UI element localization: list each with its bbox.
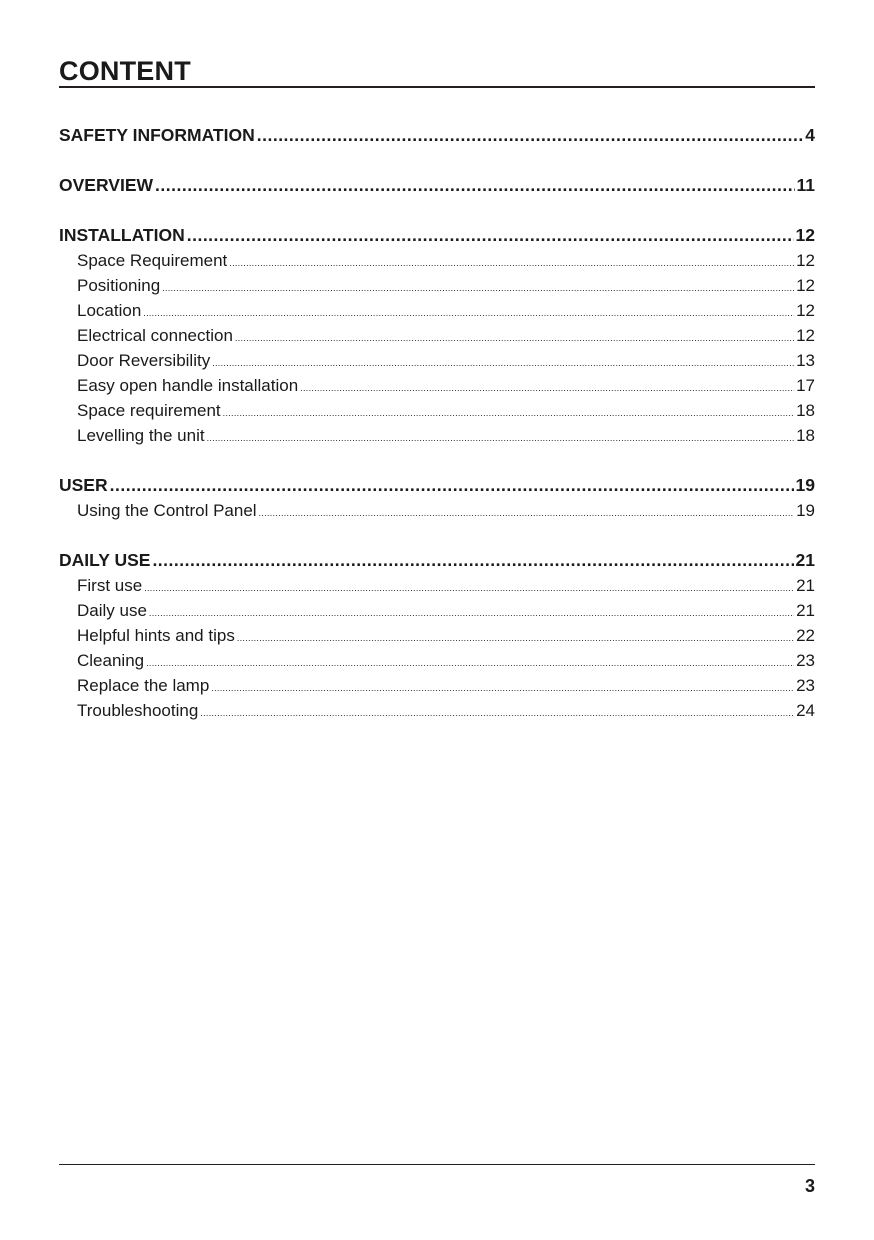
toc-entry-page: 11 [796,175,815,195]
toc-subentry[interactable] [59,323,815,348]
toc-entry-label: DAILY USE [59,550,151,570]
toc-subentry-label: Troubleshooting [77,701,199,720]
toc-subentry-label: Cleaning [77,651,145,670]
toc-section [59,173,815,198]
toc-subentry-page: 21 [796,576,815,595]
page-number: 3 [804,1176,815,1196]
toc-section [59,223,815,448]
toc-subentry[interactable] [59,623,815,648]
dot-leader [143,298,794,326]
page-title: CONTENT [59,56,191,86]
dot-leader [212,348,794,376]
dot-leader [229,248,794,276]
toc-subentry-page: 13 [796,351,815,370]
toc-subentry[interactable] [59,298,815,323]
toc-section [59,473,815,523]
dot-leader [207,423,794,451]
dot-leader [235,323,794,351]
dot-leader [200,698,794,726]
toc-subentry-page: 23 [796,651,815,670]
toc-subentry[interactable] [59,648,815,673]
toc-subentry-page: 17 [796,376,815,395]
toc-subentry[interactable] [59,498,815,523]
toc-subentry-page: 22 [796,626,815,645]
toc-section [59,548,815,723]
toc-subentry-label: Using the Control Panel [77,501,257,520]
toc-subentry-label: Space Requirement [77,251,228,270]
toc-subentry-label: Location [77,301,142,320]
dot-leader [257,123,804,148]
toc-subentry-page: 12 [796,251,815,270]
toc-subentry-page: 12 [796,301,815,320]
dot-leader [149,598,794,626]
dot-leader [144,573,794,601]
toc-subentry[interactable] [59,598,815,623]
title-divider [59,86,815,88]
toc-entry-page: 4 [805,125,815,145]
toc-entry-label: SAFETY INFORMATION [59,125,255,145]
toc-subentry[interactable] [59,398,815,423]
toc-subentry[interactable] [59,673,815,698]
toc-subentry[interactable] [59,273,815,298]
toc-subentry-label: Levelling the unit [77,426,205,445]
dot-leader [146,648,794,676]
toc-entry-overview[interactable] [59,173,815,198]
dot-leader [110,473,794,498]
toc-entry-installation[interactable] [59,223,815,248]
toc-entry-daily-use[interactable] [59,548,815,573]
toc-subentry[interactable] [59,348,815,373]
dot-leader [300,373,794,401]
toc-subentry-page: 19 [796,501,815,520]
toc-subentry-label: Door Reversibility [77,351,211,370]
toc-subentry[interactable] [59,373,815,398]
toc-subentry-label: First use [77,576,143,595]
toc-entry-user[interactable] [59,473,815,498]
toc-entry-label: OVERVIEW [59,175,154,195]
dot-leader [152,548,793,573]
toc-subentry[interactable] [59,248,815,273]
toc-section [59,123,815,148]
dot-leader [259,498,795,526]
toc-subentry[interactable] [59,698,815,723]
toc-subentry[interactable] [59,423,815,448]
toc-subentry-page: 23 [796,676,815,695]
footer-divider [59,1164,815,1165]
toc-subentry-page: 18 [796,426,815,445]
dot-leader [237,623,794,651]
toc-entry-page: 21 [795,550,815,570]
dot-leader [187,223,794,248]
toc-subentry-label: Positioning [77,276,161,295]
toc-entry-page: 12 [795,225,815,245]
toc-subentry-label: Replace the lamp [77,676,210,695]
dot-leader [162,273,794,301]
toc-subentry-page: 12 [796,276,815,295]
toc-subentry-label: Daily use [77,601,147,620]
toc-subentry-label: Helpful hints and tips [77,626,235,645]
toc-subentry-page: 12 [796,326,815,345]
toc-subentry-page: 24 [796,701,815,720]
toc-subentry-label: Space requirement [77,401,221,420]
toc-subentry-label: Electrical connection [77,326,233,345]
dot-leader [223,398,794,426]
table-of-contents [59,123,815,748]
toc-subentry-page: 18 [796,401,815,420]
toc-subentry-label: Easy open handle installation [77,376,299,395]
toc-entry-label: INSTALLATION [59,225,185,245]
dot-leader [211,673,794,701]
toc-entry-safety-information[interactable] [59,123,815,148]
toc-subentry[interactable] [59,573,815,598]
toc-subentry-page: 21 [796,601,815,620]
toc-entry-label: USER [59,475,108,495]
dot-leader [155,173,794,198]
toc-entry-page: 19 [795,475,815,495]
